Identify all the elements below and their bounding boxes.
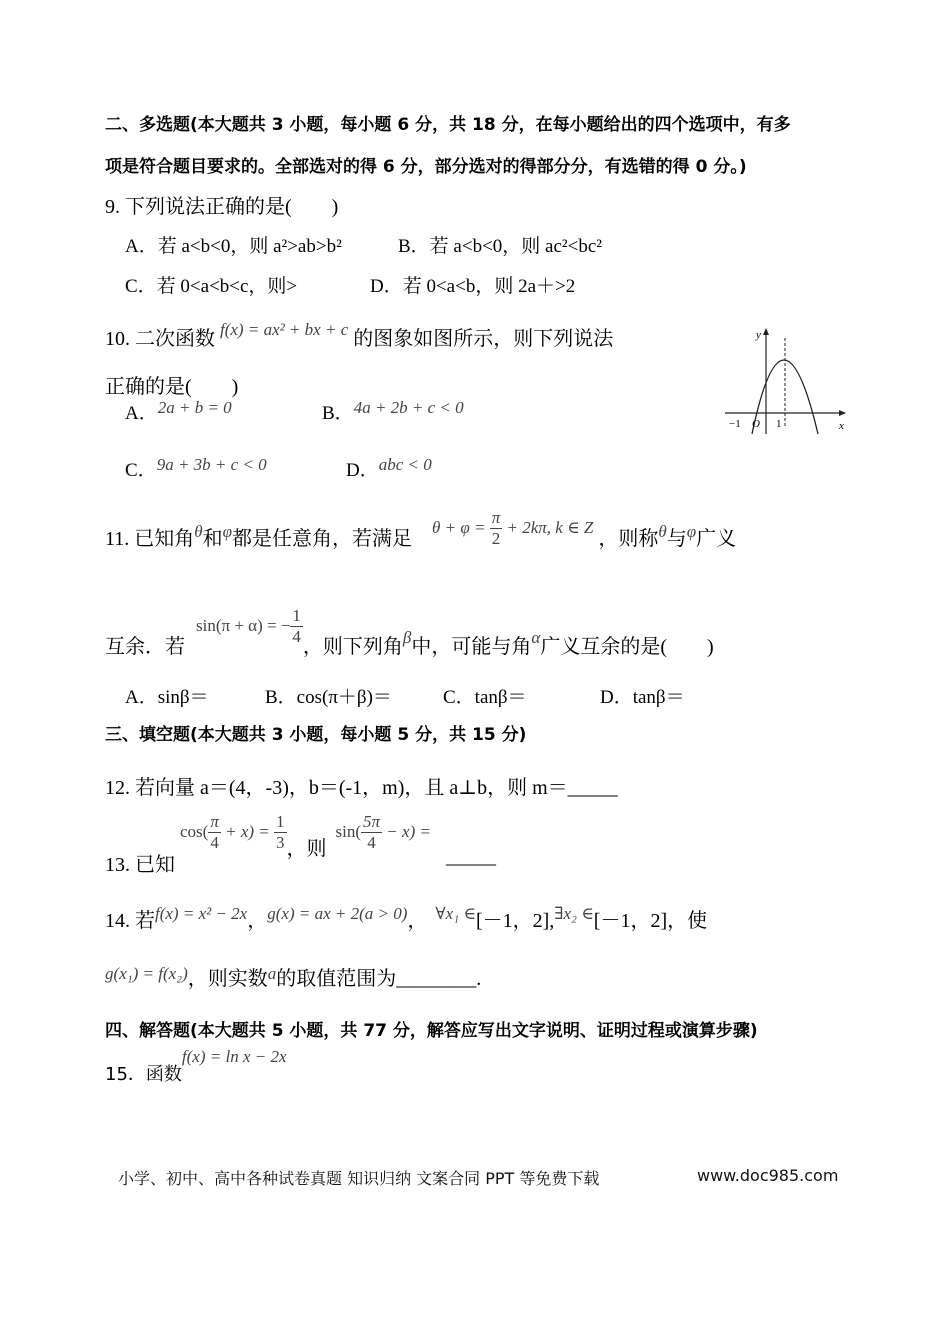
q14-g-formula: g(x) = ax + 2(a > 0) (267, 904, 408, 923)
q10-option-a-label: A． (125, 403, 158, 424)
q13-sin-pre: sin( (335, 822, 362, 842)
graph-tick-1: 1 (776, 418, 782, 430)
q14-f-formula: f(x) = x² − 2x (155, 904, 248, 923)
q15-label: 15．函数 (105, 1064, 182, 1085)
q9-stem: 9. 下列说法正确的是( ) (105, 196, 339, 218)
footer-url[interactable]: www.doc985.com (697, 1166, 839, 1185)
q11-phi: φ (222, 522, 233, 542)
section4-header: 四、解答题(本大题共 5 小题，共 77 分，解答应写出文字说明、证明过程或演算步骤) (105, 1021, 758, 1041)
q10-formula: f(x) = ax² + bx + c (220, 320, 349, 339)
q10-option-a (125, 398, 232, 425)
q10-stem-suffix: 的图象如图所示，则下列说法 (353, 328, 614, 350)
q14-line2 (105, 962, 481, 991)
q11-condition: θ + φ = (432, 518, 490, 538)
q10-option-d-label: D． (346, 460, 379, 481)
q13-sin-fraction: $\frac{5\pi}{4}$ (363, 812, 381, 852)
q11-option-b: B．cos(π＋β)＝ (265, 687, 392, 708)
graph-x-arrow (839, 410, 846, 416)
q14-comma1: ， (247, 910, 268, 932)
q11-option-c: C．tanβ＝ (443, 687, 527, 708)
q13-cos-pre: cos( (180, 822, 209, 842)
q14-interval1: [－1，2], (475, 910, 555, 932)
q13-label: 13. 已知 (105, 854, 175, 877)
q14-line1 (105, 904, 707, 933)
q9-option-c: C．若 0<a<b<c，则> (125, 276, 298, 297)
q11-text-c: ，则称 (598, 528, 659, 551)
q14-comma2: ， (407, 910, 428, 932)
q15-line (105, 1046, 287, 1085)
q11-option-a: A．sinβ＝ (125, 687, 209, 708)
q13-blank: _____ (445, 846, 496, 869)
q11-option-d: D．tanβ＝ (600, 687, 685, 708)
q11-stem-line2 (105, 606, 714, 659)
section2-header-line2: 项是符合题目要求的。全部选对的得 6 分，部分选对的得部分分，有选错的得 0 分。) (105, 157, 747, 177)
graph-origin: O (752, 418, 760, 430)
q13-cos-post: + x) = (220, 822, 275, 842)
q10-option-c-formula: 9a + 3b + c < 0 (156, 455, 267, 474)
q13-then: ，则 (286, 838, 327, 861)
q10-option-c-label: C． (125, 460, 157, 481)
section2-header-line1: 二、多选题(本大题共 3 小题，每小题 6 分，共 18 分，在每小题给出的四个选项中，有多 (105, 115, 791, 135)
graph-y-arrow (763, 328, 769, 335)
q11-text-a: 11. 已知角 (105, 528, 195, 551)
q11-line2-a: 互余．若 (105, 636, 185, 659)
section3-header: 三、填空题(本大题共 3 小题，每小题 5 分，共 15 分) (105, 725, 527, 745)
q10-option-d-formula: abc < 0 (378, 455, 432, 474)
q11-theta: θ (194, 522, 203, 542)
q10-stem (105, 322, 613, 351)
q11-condition-rest: + 2kπ, k ∈ Z (502, 518, 594, 538)
q14-forall: ∀x₁ ∈ (435, 904, 476, 923)
q14-line2-end: 的取值范围为________. (276, 968, 482, 990)
q11-phi-2: φ (686, 522, 697, 542)
graph-y-label: y (756, 329, 761, 341)
footer-text: 小学、初中、高中各种试卷真题 知识归纳 文案合同 PPT 等免费下载 (118, 1169, 600, 1188)
q11-theta-2: θ (658, 522, 667, 542)
q11-condition-fraction: $\frac{\pi}{2}$ (491, 508, 501, 548)
q11-text-and: 和 (202, 528, 223, 551)
q10-option-d (346, 455, 432, 482)
q13-sin-post: − x) = (382, 822, 431, 842)
q10-stem-line2: 正确的是( ) (105, 376, 239, 398)
q10-option-a-formula: 2a + b = 0 (157, 398, 232, 417)
q14-a: a (267, 964, 277, 983)
q9-option-b: B．若 a<b<0，则 ac²<bc² (398, 236, 602, 257)
q11-text-d: 与 (666, 528, 687, 551)
q13-line (105, 812, 496, 877)
q11-line2-c: 中，可能与角 (411, 636, 532, 659)
q11-sin-fraction: $\frac{1}{4}$ (292, 606, 301, 646)
q12-text: 12. 若向量 a＝(4，-3)，b＝(-1，m)，且 a⊥b，则 m＝_____ (105, 777, 618, 799)
q11-line2-d: 广义互余的是( ) (540, 636, 714, 659)
q10-option-b-label: B． (322, 403, 354, 424)
q11-text-b: 都是任意角，若满足 (232, 528, 413, 551)
q10-parabola-graph (725, 322, 855, 437)
q14-interval2: [－1，2]，使 (593, 910, 708, 932)
q11-stem (105, 508, 737, 561)
graph-parabola (752, 360, 818, 434)
q9-option-a: A．若 a<b<0，则 a²>ab>b² (125, 236, 342, 257)
q11-text-e: 广义 (696, 528, 737, 551)
q15-formula: f(x) = ln x − 2x (181, 1047, 287, 1066)
graph-x-label: x (839, 420, 844, 432)
q10-option-c (125, 455, 267, 482)
q13-cos-result-fraction: $\frac{1}{3}$ (276, 812, 285, 852)
q9-option-d: D．若 0<a<b，则 2a＋>2 (370, 276, 576, 297)
q10-option-b-formula: 4a + 2b + c < 0 (353, 398, 464, 417)
q14-equation: g(x₁) = f(x₂) (105, 964, 188, 983)
q10-stem-prefix: 10. 二次函数 (105, 328, 215, 350)
q14-line2-rest: ，则实数 (187, 968, 268, 990)
q14-exists: ∃x₂ ∈ (554, 904, 594, 923)
q11-line2-b: ，则下列角 (302, 636, 403, 659)
q10-option-b (322, 398, 464, 425)
q11-sin-expression: sin(π + α) = − (196, 616, 291, 636)
q11-alpha: α (531, 628, 541, 648)
q13-cos-fraction: $\frac{\pi}{4}$ (210, 812, 219, 852)
q11-beta: β (402, 628, 412, 648)
graph-tick-neg1: −1 (729, 418, 741, 430)
q14-label: 14. 若 (105, 910, 155, 932)
